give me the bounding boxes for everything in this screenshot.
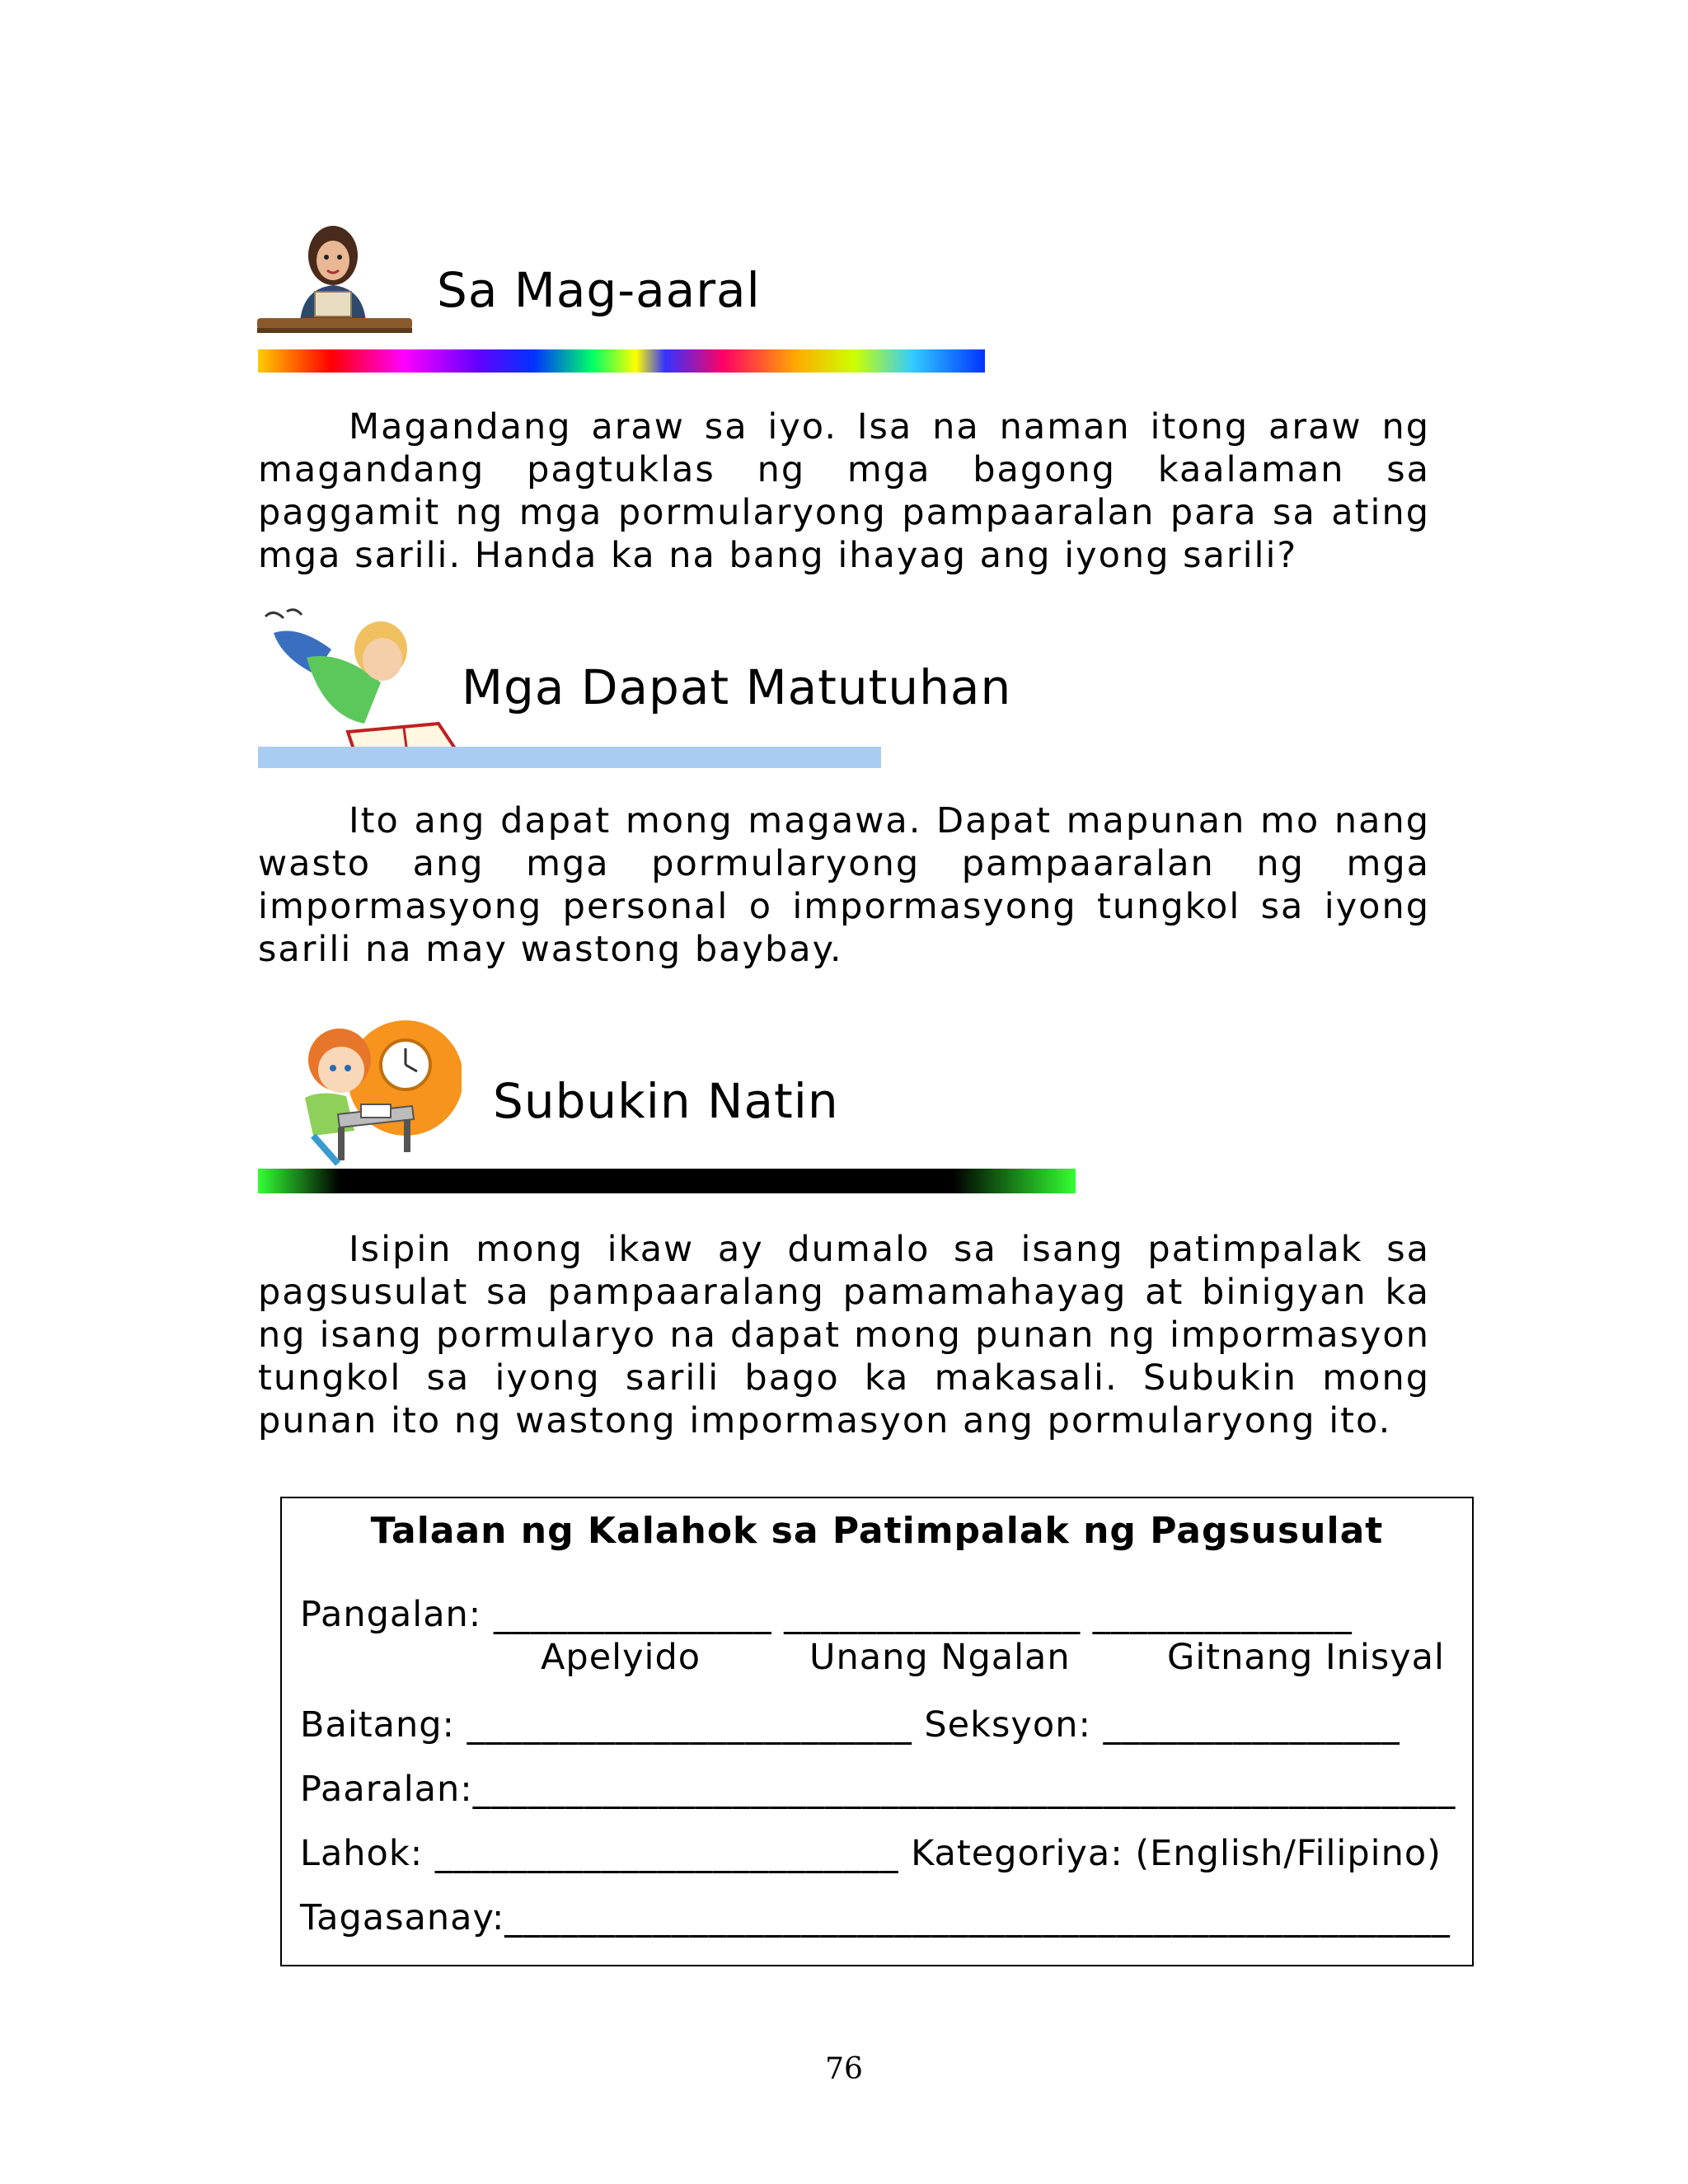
teacher-illustration bbox=[257, 221, 414, 338]
entry-form-box bbox=[280, 1497, 1474, 1966]
pangalan-field[interactable]: Pangalan: _______________ ________________ ______________ bbox=[300, 1594, 1353, 1635]
section-body-text: Isipin mong ikaw ay dumalo sa isang patimpalak sa pagsusulat sa pampaaralang pamamahayag at binigyan ka ng isang pormularyo na dapat mong punan ng impormasyon tungkol sa iyong sarili bago ka makasali. Subukin mong punan ito ng wastong impormasyon ang pormularyong ito. bbox=[258, 1229, 1430, 1441]
paaralan-field[interactable]: Paaralan:_____________________________________________________ bbox=[300, 1769, 1456, 1810]
section-body-sa-mag-aaral bbox=[258, 405, 1430, 577]
tagasanay-field[interactable]: Tagasanay:___________________________________________________ bbox=[300, 1897, 1451, 1938]
section-heading-sa-mag-aaral: Sa Mag-aaral bbox=[437, 262, 761, 318]
page-number: 76 bbox=[825, 2052, 863, 2086]
section-body-text: Ito ang dapat mong magawa. Dapat mapunan mo nang wasto ang mga pormularyong pampaaralan ng mga impormasyong personal o impormasyong tungkol sa iyong sarili na may wastong baybay. bbox=[258, 800, 1430, 970]
label-gitnang-inisyal: Gitnang Inisyal bbox=[1167, 1637, 1445, 1678]
section-body-mga-dapat-matutuhan bbox=[258, 799, 1430, 971]
lahok-kategoriya-field[interactable]: Lahok: _________________________ Kategoriya: (English/Filipino) bbox=[300, 1833, 1442, 1874]
section-body-subukin-natin bbox=[258, 1228, 1430, 1442]
section-heading-subukin-natin: Subukin Natin bbox=[493, 1073, 839, 1129]
girl-studying-illustration bbox=[288, 1007, 462, 1169]
boy-reading-illustration bbox=[257, 600, 463, 765]
label-apelyido: Apelyido bbox=[541, 1637, 701, 1678]
green-black-divider bbox=[258, 1169, 1076, 1193]
label-unang-ngalan: Unang Ngalan bbox=[809, 1637, 1071, 1678]
baitang-seksyon-field[interactable]: Baitang: ________________________ Seksyon: ________________ bbox=[300, 1704, 1400, 1746]
blue-divider bbox=[258, 747, 881, 768]
form-title: Talaan ng Kalahok sa Patimpalak ng Pagsusulat bbox=[370, 1510, 1384, 1552]
section-body-text: Magandang araw sa iyo. Isa na naman itong araw ng magandang pagtuklas ng mga bagong kaalaman sa paggamit ng mga pormularyong pampaaralan para sa ating mga sarili. Handa ka na bang ihayag ang iyong sarili? bbox=[258, 406, 1430, 576]
section-heading-mga-dapat-matutuhan: Mga Dapat Matutuhan bbox=[462, 659, 1012, 715]
rainbow-divider bbox=[258, 349, 985, 373]
